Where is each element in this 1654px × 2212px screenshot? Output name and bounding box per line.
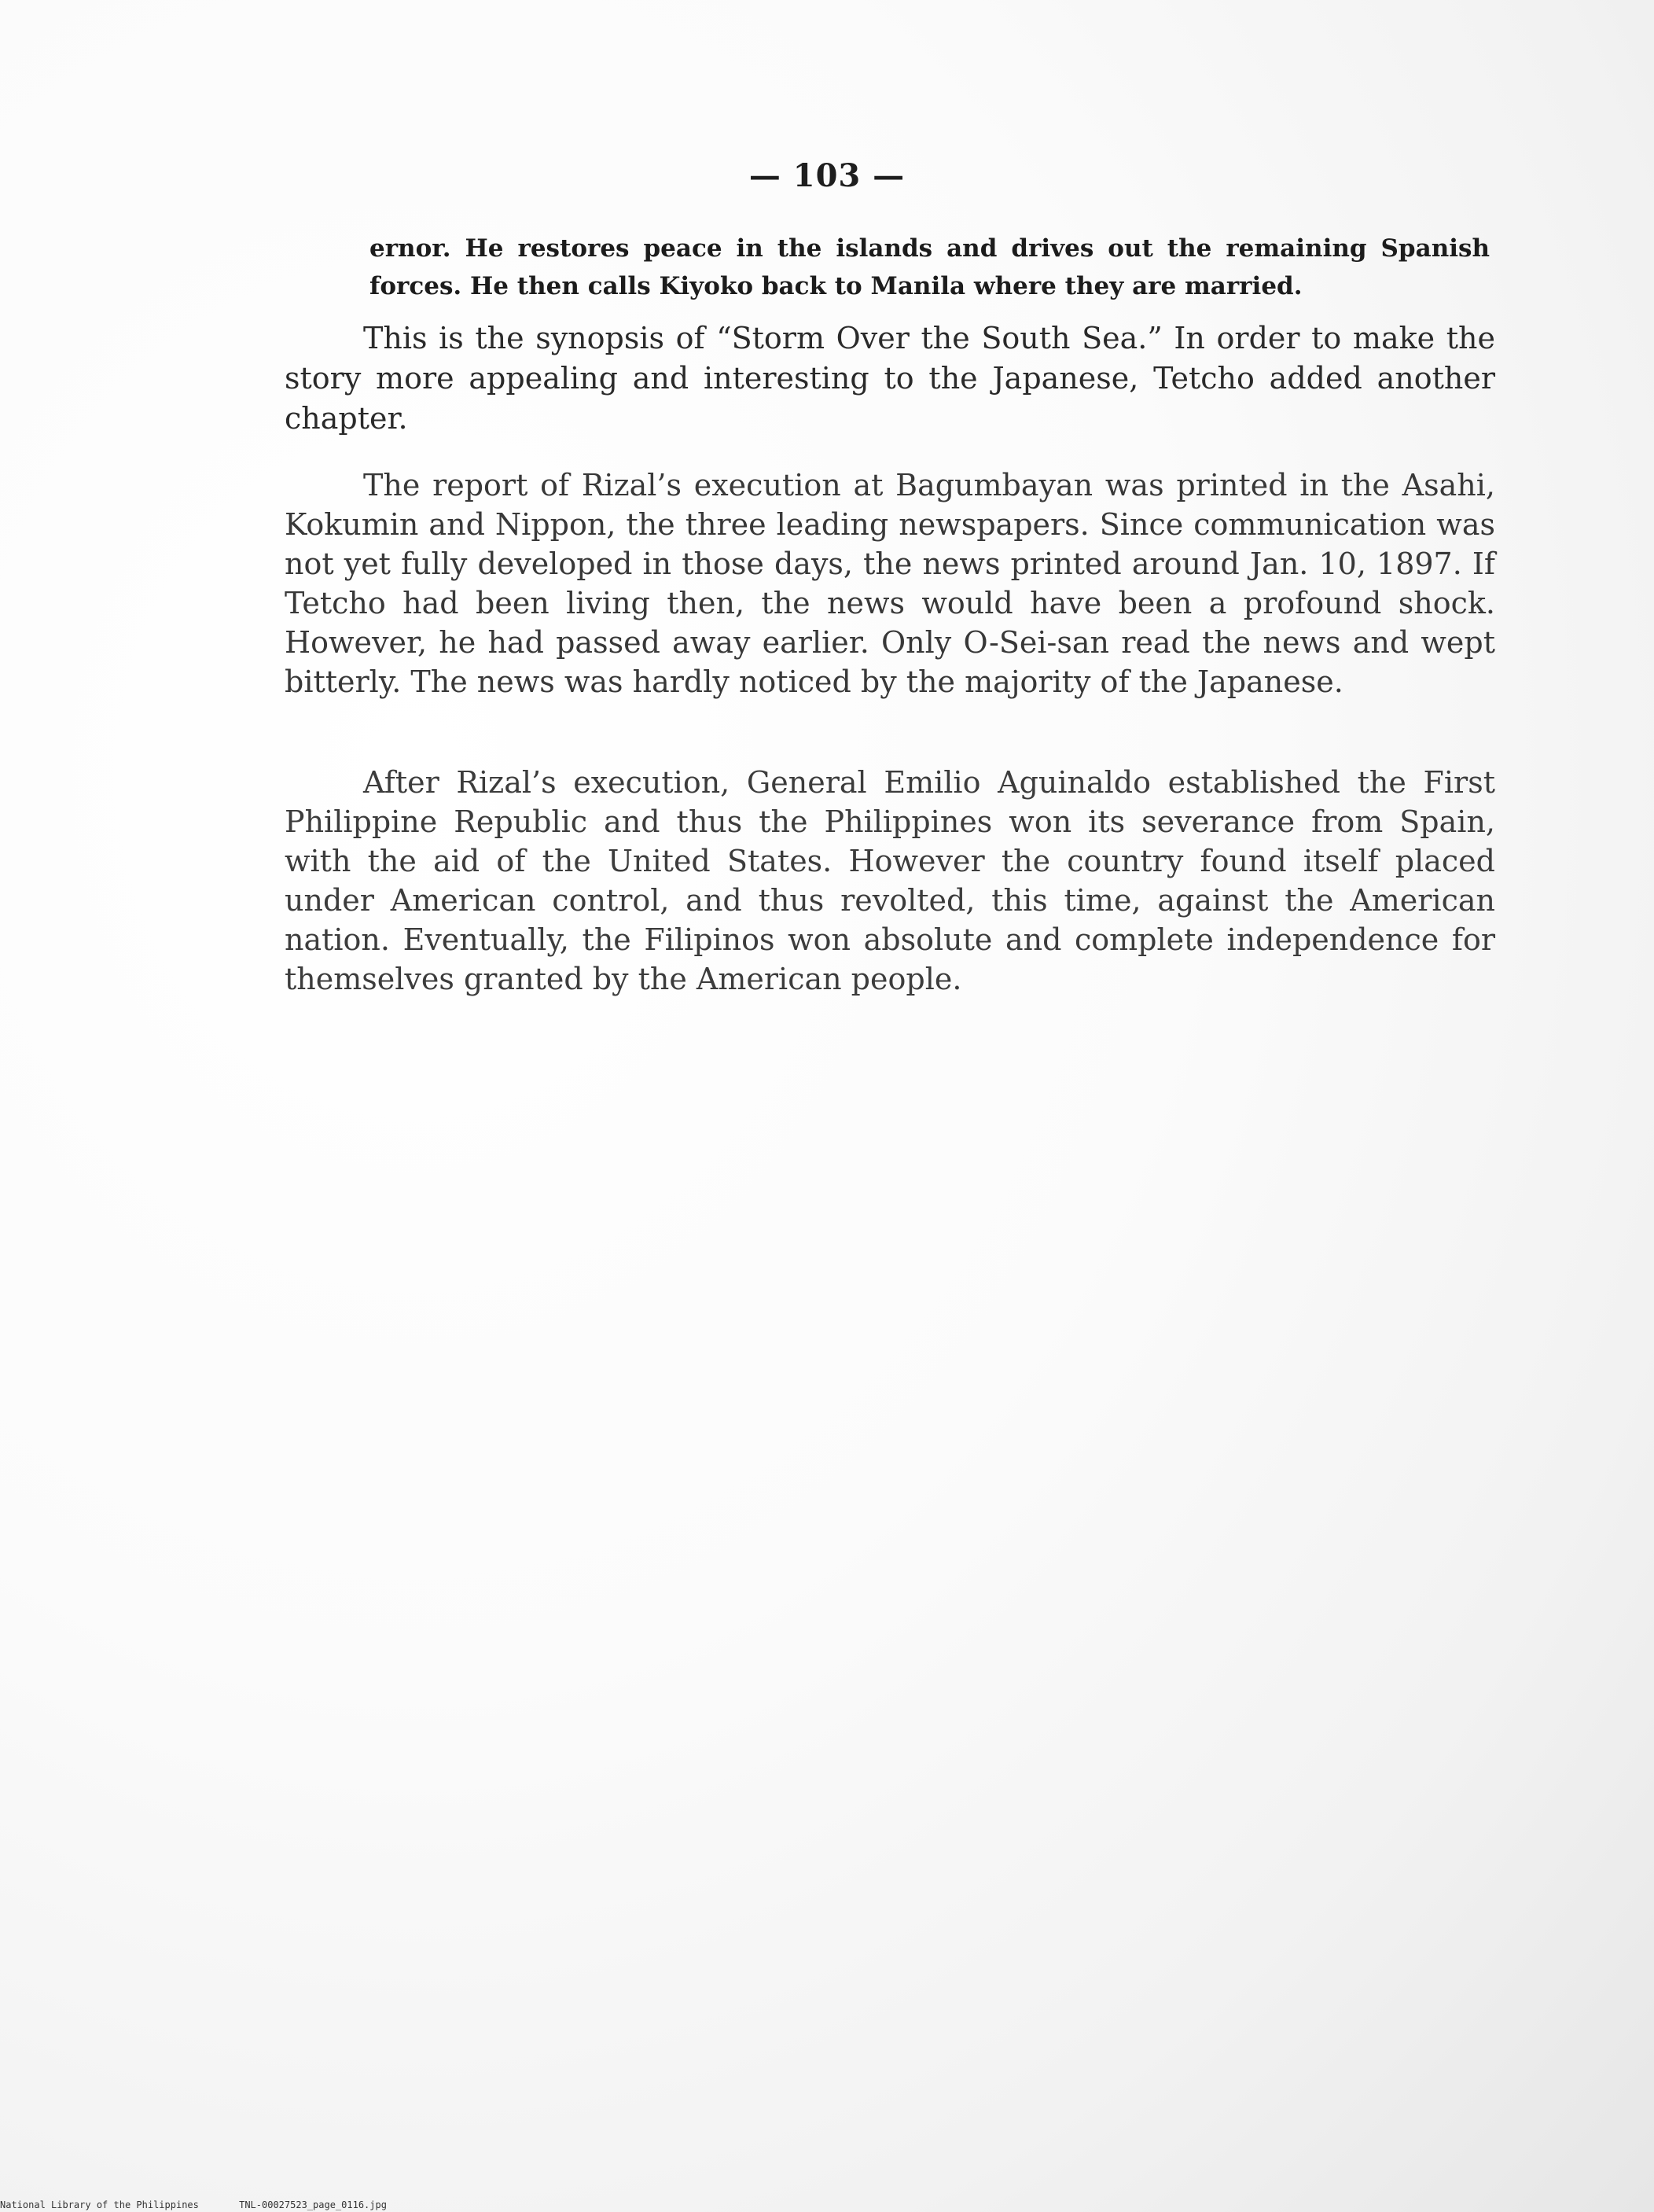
paragraph-synopsis-note: This is the synopsis of “Storm Over the South Sea.” In order to make the story more appealing and interesting to the Japanese, Tetcho added another chapter. <box>285 321 1495 436</box>
footer-file-name: TNL-00027523_page_0116.jpg <box>239 2199 387 2210</box>
page-number: — 103 — <box>748 157 906 194</box>
footer-library-name: National Library of the Philippines <box>0 2199 199 2210</box>
paragraph-continued-synopsis: ernor. He restores peace in the islands and drives out the remaining Spanish forces. He then calls Kiyoko back to Manila where they are married. <box>369 234 1490 300</box>
paragraph-aftermath: After Rizal’s execution, General Emilio Aguinaldo established the First Philippine Republic and thus the Philippines won its severance from Spain, with the aid of the United States. However the country found itself placed under American control, and thus revolted, this time, against the American nation. Eventually, the Filipinos won absolute and complete independence for themselves granted by the American people. <box>285 765 1495 996</box>
paragraph-execution-report: The report of Rizal’s execution at Bagumbayan was printed in the Asahi, Kokumin and Nippon, the three leading newspapers. Since communication was not yet fully developed in those days, the news printed around Jan. 10, 1897. If Tetcho had been living then, the news would have been a profound shock. However, he had passed away earlier. Only O-Sei-san read the news and wept bitterly. The news was hardly noticed by the majority of the Japanese. <box>285 468 1495 699</box>
scan-footer <box>0 2199 708 2210</box>
